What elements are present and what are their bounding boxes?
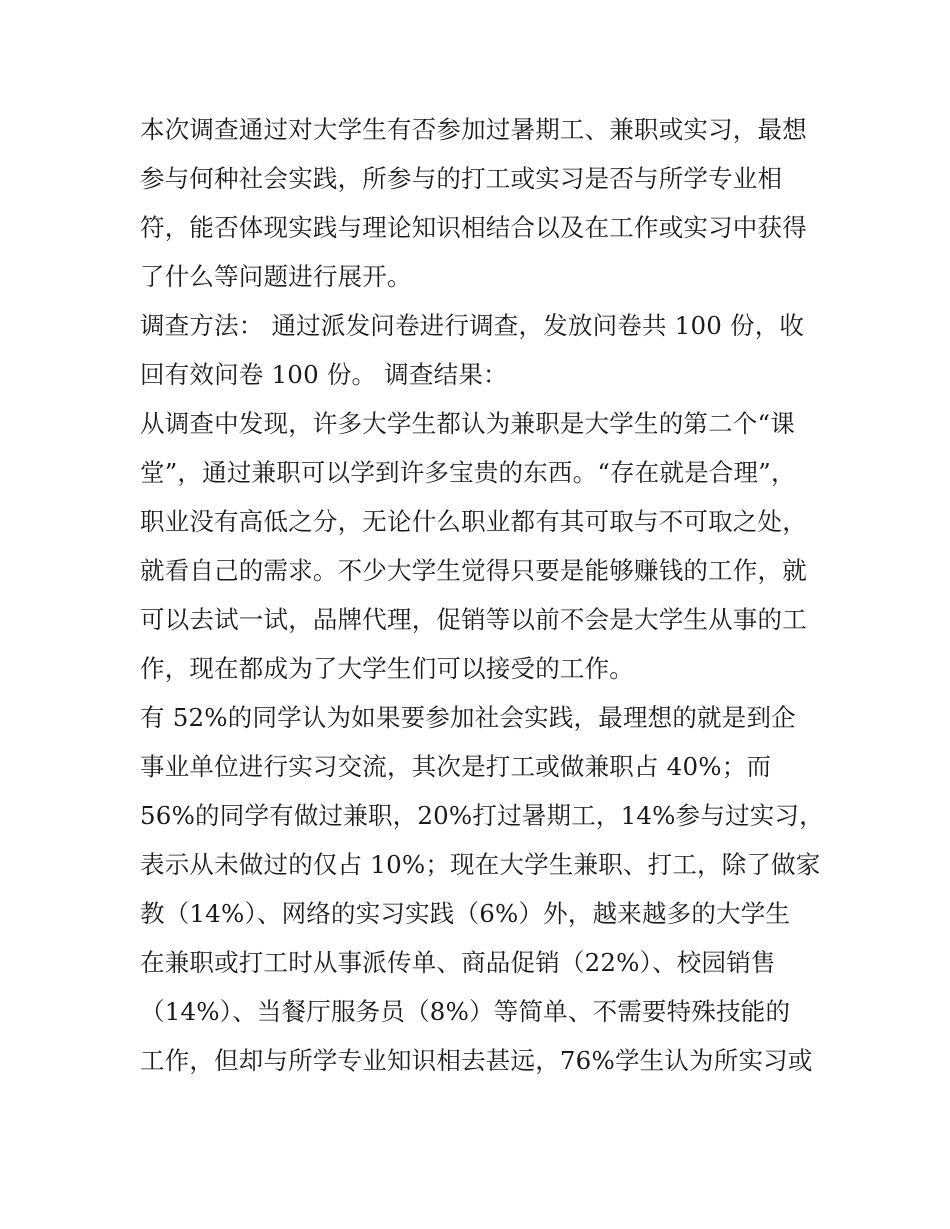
text-line: 本次调查通过对大学生有否参加过暑期工、兼职或实习，最想 [140,115,807,144]
text-line: 参与何种社会实践，所参与的打工或实习是否与所学专业相 [140,164,783,193]
text-line: 回有效问卷 100 份。 调查结果： [140,360,508,389]
text-line: 56%的同学有做过兼职，20%打过暑期工，14%参与过实习， [140,801,824,830]
text-line: 可以去试一试，品牌代理，促销等以前不会是大学生从事的工 [140,605,807,634]
text-line: 从调查中发现，许多大学生都认为兼职是大学生的第二个“课 [140,409,795,438]
text-line: 了什么等问题进行展开。 [140,262,412,291]
text-line: 工作，但却与所学专业知识相去甚远，76%学生认为所实习或 [140,1046,813,1075]
text-line: （14%）、当餐厅服务员（8%）等简单、不需要特殊技能的 [140,997,791,1026]
text-line: 在兼职或打工时从事派传单、商品促销（22%）、校园销售 [140,948,776,977]
text-line: 堂”，通过兼职可以学到许多宝贵的东西。“存在就是合理”， [140,458,796,487]
text-line: 职业没有高低之分，无论什么职业都有其可取与不可取之处， [140,507,807,536]
body-text [140,105,824,1085]
text-line: 表示从未做过的仅占 10%；现在大学生兼职、打工，除了做家 [140,850,821,879]
text-line: 事业单位进行实习交流，其次是打工或做兼职占 40%；而 [140,752,772,781]
text-line: 有 52%的同学认为如果要参加社会实践，最理想的就是到企 [140,703,796,732]
text-line: 教（14%）、网络的实习实践（6%）外，越来越多的大学生 [140,899,791,928]
text-line: 符，能否体现实践与理论知识相结合以及在工作或实习中获得 [140,213,807,242]
text-line: 作，现在都成为了大学生们可以接受的工作。 [140,654,634,683]
text-line: 调查方法： 通过派发问卷进行调查，发放问卷共 100 份，收 [140,311,805,340]
text-line: 就看自己的需求。不少大学生觉得只要是能够赚钱的工作，就 [140,556,807,585]
